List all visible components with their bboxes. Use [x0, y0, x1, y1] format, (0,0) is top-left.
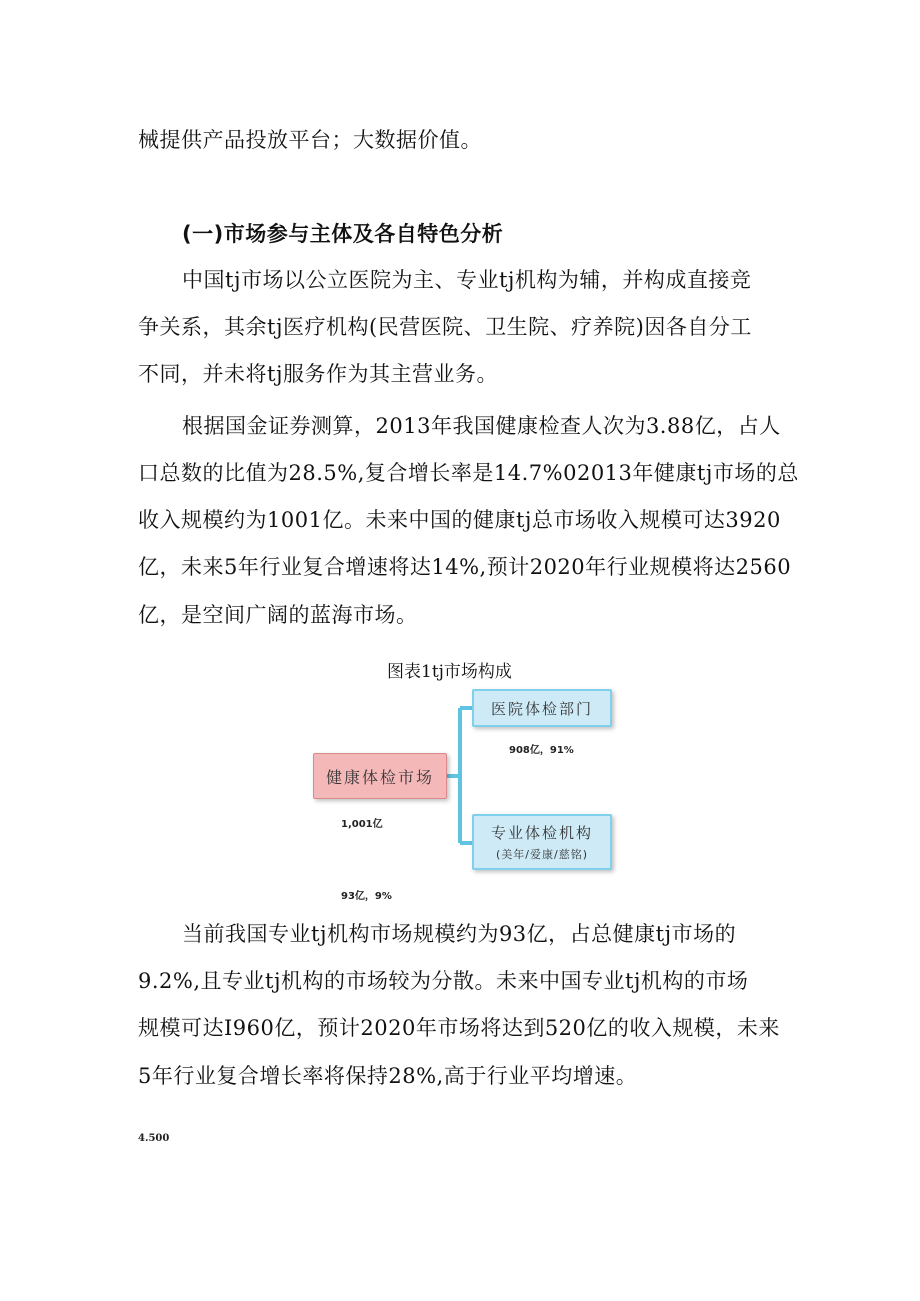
- paragraph-line: 根据国金证券测算，2013年我国健康检查人次为3.88亿，占人: [182, 414, 781, 438]
- hospital-checkup-value: 908亿，91%: [509, 745, 574, 756]
- paragraph-line: 中国tj市场以公立医院为主、专业tj机构为辅，并构成直接竞: [182, 268, 752, 292]
- health-checkup-market-value: 1,001亿: [341, 819, 383, 830]
- hospital-checkup-box: [472, 689, 612, 727]
- professional-checkup-sublabel: (美年/爱康/慈铭): [496, 848, 588, 861]
- professional-checkup-value: 93亿，9%: [341, 891, 392, 902]
- paragraph-line: 9.2%,且专业tj机构的市场较为分散。未来中国专业tj机构的市场: [138, 969, 749, 993]
- professional-checkup-box: [472, 814, 612, 870]
- hospital-checkup-label: 医院体检部门: [490, 699, 593, 718]
- paragraph-line: 口总数的比值为28.5%,复合增长率是14.7%02013年健康tj市场的总: [138, 461, 799, 485]
- paragraph-line: 规模可达I960亿，预计2020年市场将达到520亿的收入规模，未来: [138, 1016, 780, 1040]
- professional-checkup-label: 专业体检机构: [490, 824, 593, 842]
- paragraph-line: 亿，未来5年行业复合增速将达14%,预计2020年行业规模将达2560: [138, 555, 792, 579]
- paragraph-line: 不同，并未将tj服务作为其主营业务。: [138, 362, 498, 386]
- health-checkup-market-box: [313, 753, 447, 799]
- section-heading: (一)市场参与主体及各自特色分析: [182, 222, 504, 246]
- paragraph-line: 5年行业复合增长率将保持28%,高于行业平均增速。: [138, 1064, 638, 1088]
- paragraph-line: 争关系，其余tj医疗机构(民营医院、卫生院、疗养院)因各自分工: [138, 315, 752, 339]
- intro-tail-text: 械提供产品投放平台；大数据价值。: [138, 128, 482, 152]
- health-checkup-market-label: 健康体检市场: [325, 767, 434, 787]
- paragraph-line: 亿，是空间广阔的蓝海市场。: [138, 603, 418, 627]
- footer-axis-number: 4.500: [138, 1133, 170, 1144]
- figure-caption: 图表1tj市场构成: [387, 662, 512, 682]
- paragraph-line: 收入规模约为1001亿。未来中国的健康tj总市场收入规模可达3920: [138, 508, 781, 532]
- market-composition-diagram: [305, 683, 620, 905]
- paragraph-line: 当前我国专业tj机构市场规模约为93亿，占总健康tj市场的: [182, 922, 737, 946]
